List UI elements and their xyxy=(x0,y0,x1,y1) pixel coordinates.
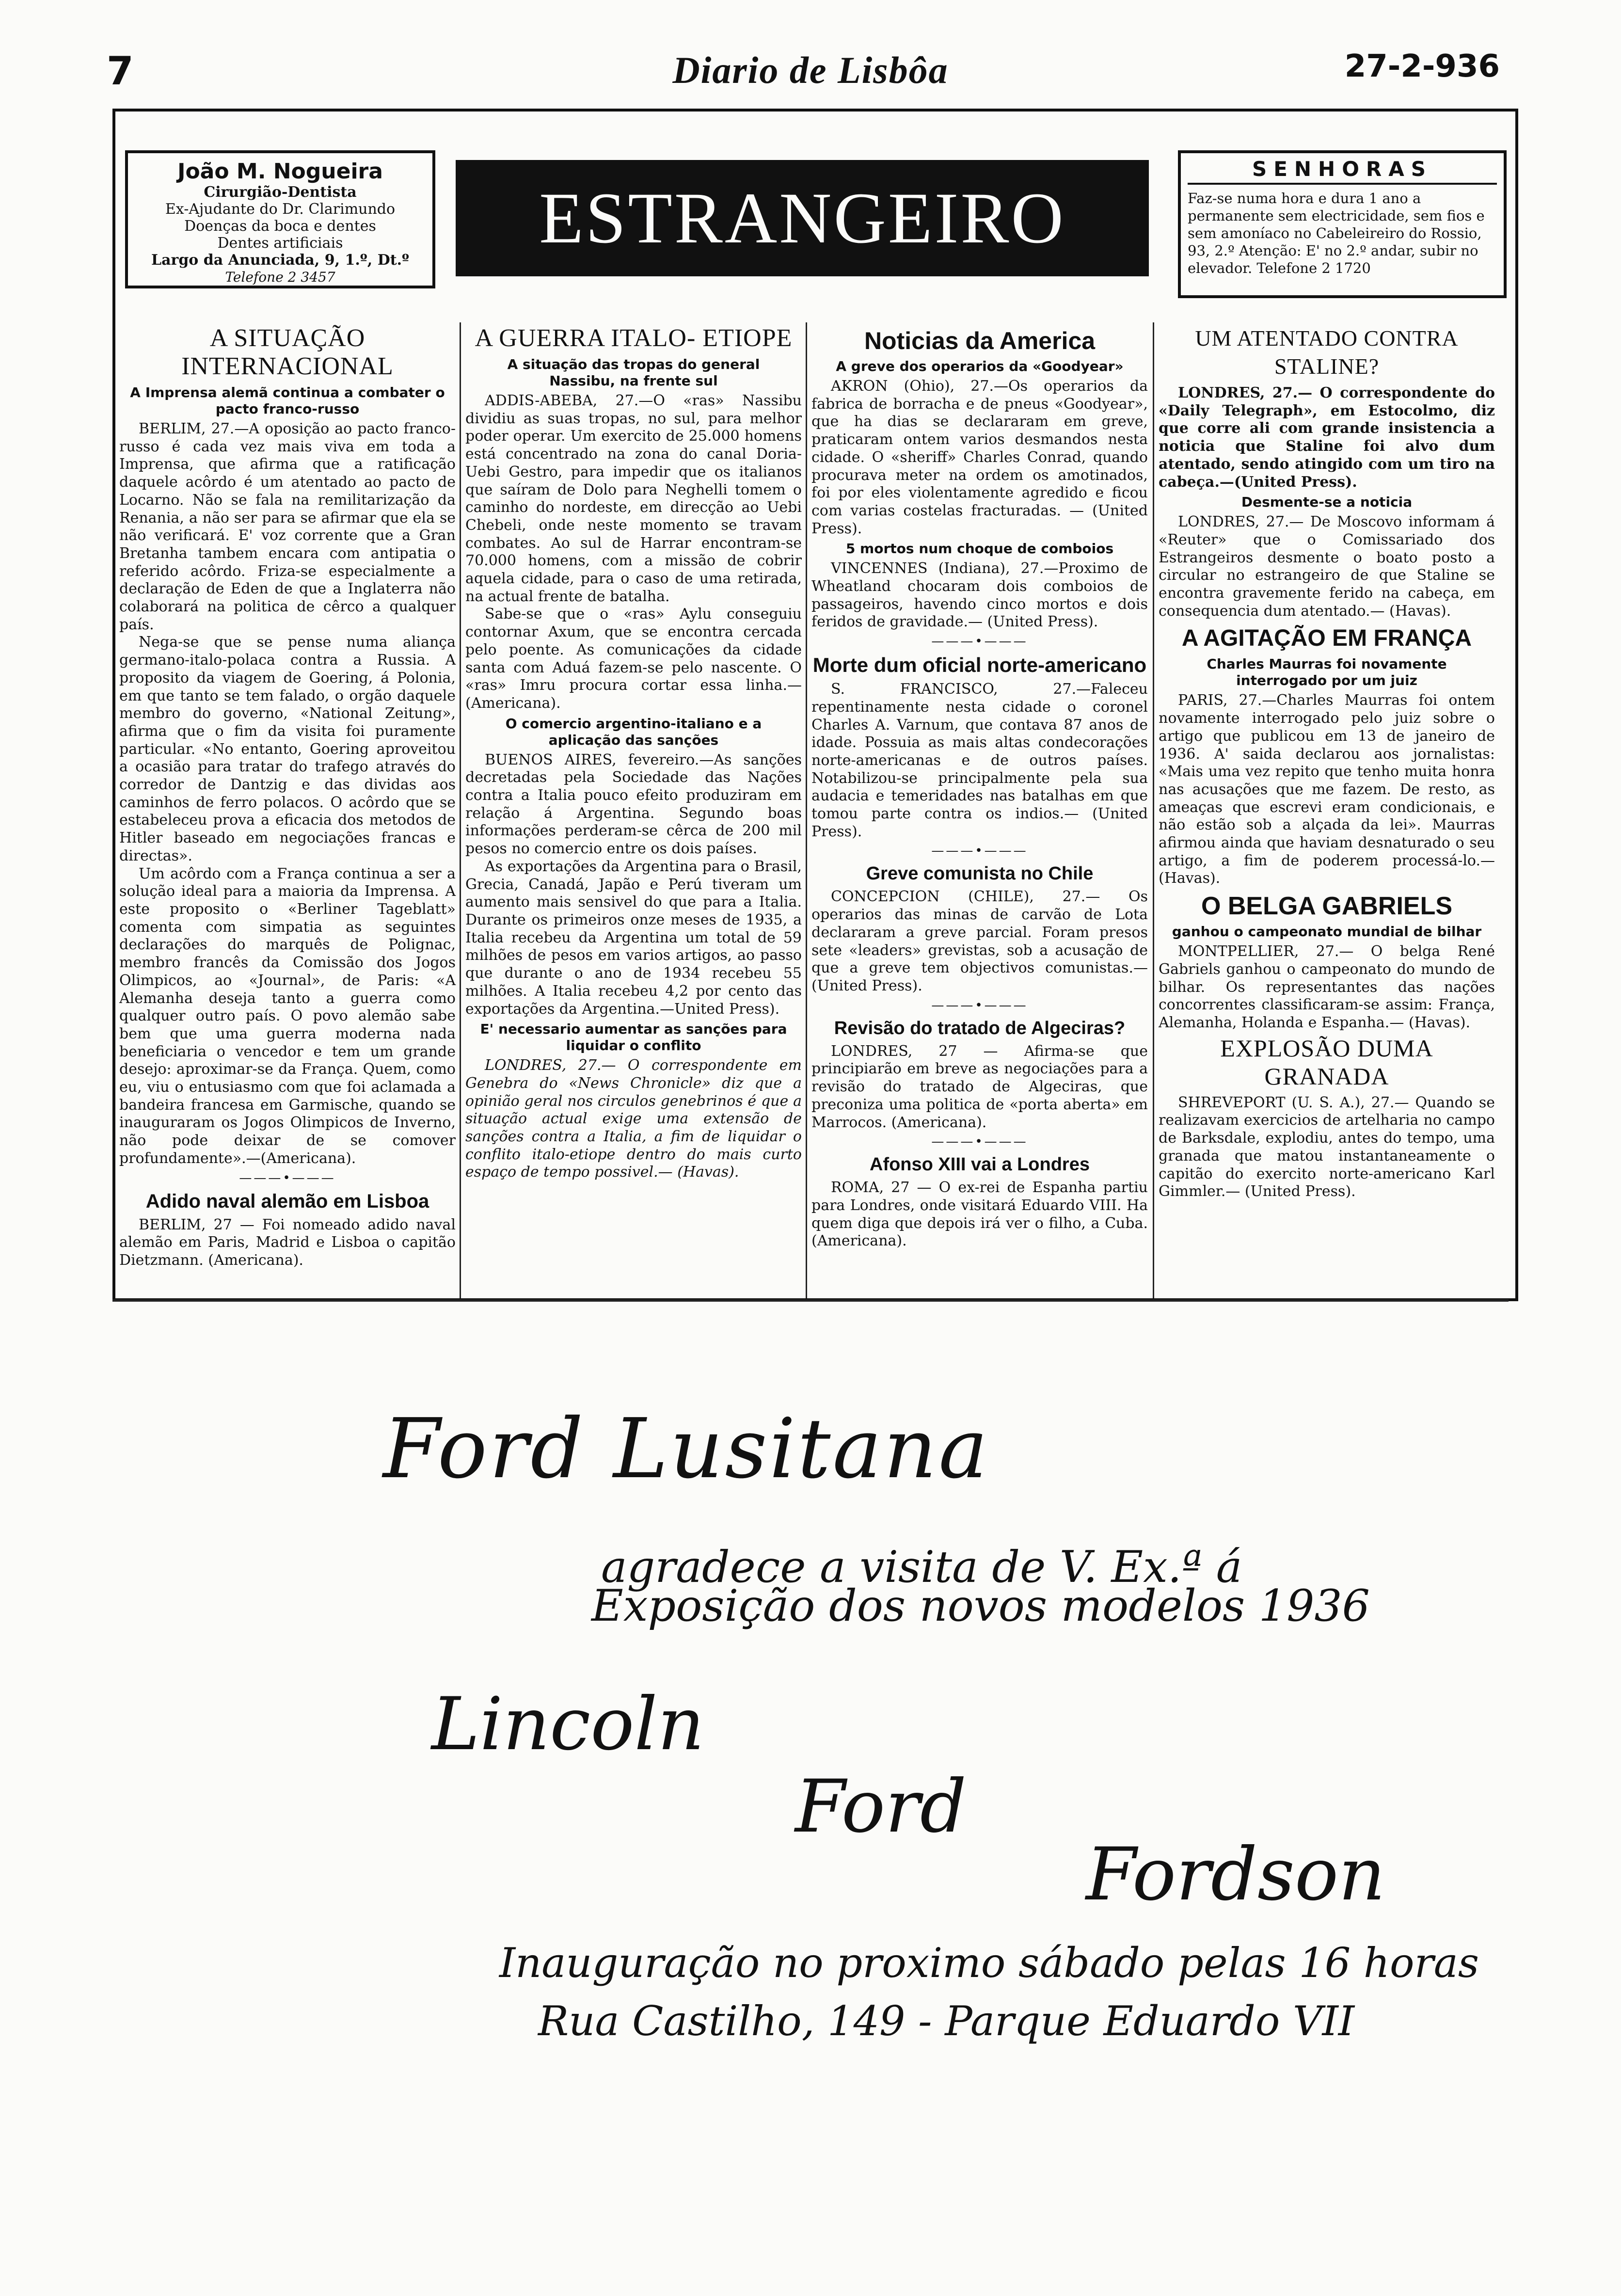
model-fordson: Fordson xyxy=(1086,1833,1385,1917)
article-headline: Noticias da America xyxy=(864,327,1096,354)
column-4 xyxy=(1159,322,1495,1201)
separator: ———•——— xyxy=(931,634,1028,649)
column-rule xyxy=(806,322,807,1298)
ford-inauguration: Inauguração no proximo sábado pelas 16 horas xyxy=(499,1939,1479,1987)
article-subheadline: E' necessario aumentar as sanções para liquidar o conflito xyxy=(480,1021,787,1054)
article-paragraph: CONCEPCION (CHILE), 27.— Os operarios das minas de carvão de Lota declararam a greve parcial. Foram presos sete «leaders» grevistas, sob a acusação de que a greve tem objectivos comunistas.—(United Press). xyxy=(811,888,1148,994)
hairdresser-ad xyxy=(1178,150,1507,298)
dentist-line: Cirurgião-Dentista xyxy=(204,184,357,201)
article-subheadline: Charles Maurras foi novamente interrogado por um juiz xyxy=(1207,656,1447,689)
article-subheadline: A Imprensa alemã continua a combater o pacto franco-russo xyxy=(130,384,445,417)
article-headline: O BELGA GABRIELS xyxy=(1201,892,1453,921)
article-subheadline: 5 mortos num choque de comboios xyxy=(845,541,1114,557)
dentist-phone: Telefone 2 3457 xyxy=(225,269,335,285)
column-1 xyxy=(119,322,456,1270)
article-paragraph: LONDRES, 27.— O correspondente do «Daily Telegraph», em Estocolmo, diz que corre ali com grande insistencia a noticia que Staline foi alvo dum atentado, sendo atingido com um tiro na cabeça.—(United Press). xyxy=(1159,384,1495,491)
article-paragraph: Um acôrdo com a França continua a ser a solução ideal para a maioria da Imprensa. A este proposito o «Berliner Tageblatt» comenta com simpatia as seguintes declarações do marquês de Polignac, membro francês da Comissão dos Jogos Olimpicos, ao «Journal», de Paris: «A Alemanha deseja tanto a guerra como qualquer outro país. O povo alemão sabe bem que uma guerra moderna nada beneficiaria o vencedor e tem um grande desejo: aproximar-se da França. Quem, como eu, viu o entusiasmo com que foi aclamada a bandeira francesa em Garmische, quando se inauguraram os Jogos Olimpicos de Inverno, não pode deixar de se comover profundamente».—(Americana). xyxy=(119,865,456,1167)
dentist-address: Largo da Anunciada, 9, 1.º, Dt.º xyxy=(151,252,410,269)
dentist-line: Doenças da boca e dentes xyxy=(184,218,376,235)
article-paragraph: SHREVEPORT (U. S. A.), 27.— Quando se realizavam exercicios de artelharia no campo de Barksdale, explodiu, antes do tempo, uma granada que matou instantaneamente o capitão do exercito norte-americano Karl Gimmler.— (United Press). xyxy=(1159,1094,1495,1200)
article-headline: Morte dum oficial norte-americano xyxy=(812,654,1147,677)
article-headline: Afonso XIII vai a Londres xyxy=(870,1154,1090,1175)
article-headline: EXPLOSÃO DUMA GRANADA xyxy=(1220,1034,1433,1090)
model-ford: Ford xyxy=(795,1765,967,1849)
ford-exhibition: Exposição dos novos modelos 1936 xyxy=(591,1580,1370,1631)
newspaper-title: Diario de Lisbôa xyxy=(672,49,949,91)
separator: ———•——— xyxy=(239,1170,336,1185)
article-headline: Adido naval alemão em Lisboa xyxy=(145,1190,429,1212)
model-lincoln: Lincoln xyxy=(431,1682,705,1767)
article-headline: Revisão do tratado de Algeciras? xyxy=(834,1018,1126,1038)
article-headline: A SITUAÇÃO INTERNACIONAL xyxy=(181,324,394,380)
article-headline: Greve comunista no Chile xyxy=(866,863,1094,884)
article-subheadline: A greve dos operarios da «Goodyear» xyxy=(836,358,1124,374)
bottom-rule xyxy=(112,1299,1509,1302)
dentist-name: João M. Nogueira xyxy=(177,159,383,184)
article-paragraph: AKRON (Ohio), 27.—Os operarios da fabrica de borracha e de pneus «Goodyear», que ha dias se declararam em greve, praticaram ontem varios desmandos nesta cidade. O «sheriff» Charles Conrad, quando procurava meter na ordem os amotinados, foi por eles violentamente agredido e ficou com varias costelas fracturadas. — (United Press). xyxy=(811,378,1148,537)
article-paragraph: ADDIS-ABEBA, 27.—O «ras» Nassibu dividiu as suas tropas, no sul, para melhor poder operar. Um exercito de 25.000 homens está concentrado na zona do canal Doria-Uebi Gestro, para impedir que os italianos que saíram de Dolo para Neghelli tomem o caminho do nordeste, em direcção ao Uebi Chebeli, onde neste momento se travam combates. Ao sul de Harrar encontram-se 70.000 homens, com a missão de cobrir aquela cidade, para o caso de uma retirada, na actual frente de batalha. xyxy=(465,392,802,605)
ford-brand: Ford Lusitana xyxy=(383,1401,990,1497)
article-headline: A GUERRA ITALO- ETIOPE xyxy=(475,324,793,352)
article-paragraph: LONDRES, 27 — Afirma-se que principiarão em breve as negociações para a revisão do tratado de Algeciras, que preconiza uma politica de «porta aberta» em Marrocos. (Americana). xyxy=(811,1042,1148,1131)
column-2 xyxy=(465,322,802,1181)
article-paragraph: BERLIM, 27.—A oposição ao pacto franco-russo é cada vez mais viva em toda a Imprensa, que afirma que a ratificação daquele acôrdo é um atentado ao pacto de Locarno. Não se fala na remilitarização da Renania, a não ser para se afirmar que ela se não verificará. E' voz corrente que a Gran Bretanha tambem encara com antipatia o referido acôrdo. Friza-se especialmente a declaração de Eden de que a Inglaterra não colaborará na politica de cêrco a qualquer país. xyxy=(119,420,456,633)
article-paragraph: PARIS, 27.—Charles Maurras foi ontem novamente interrogado pelo juiz sobre o artigo que publicou em 13 de janeiro de 1936. A' saida declarou aos jornalistas: «Mais uma vez repito que tenho muita honra nas acusações que me fazem. De resto, as ameaças que escrevi eram condicionais, e não estão sob a alçada da lei». Maurras afirmou ainda que haviam desnaturado o seu artigo, a fim de poderem processá-lo.— (Havas). xyxy=(1159,692,1495,887)
dentist-line: Ex-Ajudante do Dr. Clarimundo xyxy=(165,201,396,218)
article-paragraph: Sabe-se que o «ras» Aylu conseguiu contornar Axum, que se encontra cercada pelo poente. As comunicações da cidade santa com Aduá fazem-se pelo nascente. O «ras» Imru procura cortar essa linha.—(Americana). xyxy=(465,606,802,712)
section-banner: ESTRANGEIRO xyxy=(456,160,1149,276)
article-subheadline: A situação das tropas do general Nassibu, na frente sul xyxy=(507,356,760,389)
column-rule xyxy=(1153,322,1154,1298)
issue-date: 27-2-936 xyxy=(1344,48,1500,84)
separator: ———•——— xyxy=(931,998,1028,1013)
article-headline: A AGITAÇÃO EM FRANÇA xyxy=(1181,625,1472,652)
article-headline: UM ATENTADO CONTRA STALINE? xyxy=(1195,326,1459,379)
article-paragraph: ROMA, 27 — O ex-rei de Espanha partiu para Londres, onde visitará Eduardo VIII. Ha quem diga que depois irá ver o filho, a Cuba. (Americana). xyxy=(811,1179,1148,1250)
dentist-line: Dentes artificiais xyxy=(217,235,343,252)
article-paragraph: VINCENNES (Indiana), 27.—Proximo de Wheatland chocaram dois comboios de passageiros, havendo cinco mortos e dois feridos de gravidade.— (United Press). xyxy=(811,560,1148,631)
article-paragraph: BERLIM, 27 — Foi nomeado adido naval alemão em Paris, Madrid e Lisboa o capitão Dietzmann. (Americana). xyxy=(119,1216,456,1269)
article-paragraph: MONTPELLIER, 27.— O belga René Gabriels ganhou o campeonato do mundo de bilhar. Os representantes das nações concorrentes classificaram-se assim: França, Alemanha, Holanda e Espanha.— (Havas). xyxy=(1159,943,1495,1031)
hairdresser-title: SENHORAS xyxy=(1188,157,1497,185)
page-number: 7 xyxy=(107,48,134,94)
separator: ———•——— xyxy=(931,1134,1028,1149)
article-paragraph: LONDRES, 27.— De Moscovo informam á «Reuter» que o Comissariado dos Estrangeiros desmente o boato posto a circular no estrangeiro de que Staline se encontra gravemente ferido na cabeça, em consequencia dum atentado.— (Havas). xyxy=(1159,513,1495,620)
article-subheadline: Desmente-se a noticia xyxy=(1241,494,1413,510)
article-paragraph: Nega-se que se pense numa aliança germano-italo-polaca contra a Russia. A proposito da viagem de Goering, á Polonia, em que tanto se tem falado, o orgão daquele membro do governo, «National Zeitung», afirma que o fim da visita foi puramente particular. «No entanto, Goering aproveitou a ocasião para tratar do trafego através do corredor de Dantzig e das dividas aos caminhos de ferro polacos. O acôrdo que se estabeleceu prova a eficacia dos metodos de Hitler baseado em negociações francas e directas». xyxy=(119,634,456,864)
ford-thanks: agradece a visita de V. Ex.ª á xyxy=(601,1542,1242,1593)
column-3 xyxy=(811,322,1148,1250)
ford-address: Rua Castilho, 149 - Parque Eduardo VII xyxy=(538,1997,1355,2045)
article-paragraph: S. FRANCISCO, 27.—Faleceu repentinamente nesta cidade o coronel Charles A. Varnum, que contava 87 anos de idade. Possuia as mais altas condecorações norte-americanas e de outros países. Notabilizou-se principalmente pela sua audacia e temeridades nas batalhas em que tomou parte contra os indios.— (United Press). xyxy=(811,681,1148,840)
separator: ———•——— xyxy=(931,844,1028,859)
column-rule xyxy=(460,322,461,1298)
article-subheadline: O comercio argentino-italiano e a aplicação das sanções xyxy=(505,715,762,748)
article-paragraph: BUENOS AIRES, fevereiro.—As sanções decretadas pela Sociedade das Nações contra a Italia pouco efeito produziram em relação á Argentina. Segundo boas informações perderam-se cêrca de 200 mil pesos no comercio entre os dois países. xyxy=(465,751,802,858)
dentist-ad xyxy=(125,150,435,288)
article-paragraph: LONDRES, 27.— O correspondente em Genebra do «News Chronicle» diz que a opinião geral nos circulos genebrinos é que a situação actual exige uma extensão de sanções contra a Italia, a fim de liquidar o conflito italo-etiope dentro do mais curto espaço de tempo possivel.— (Havas). xyxy=(465,1057,802,1181)
article-paragraph: As exportações da Argentina para o Brasil, Grecia, Canadá, Japão e Perú tiveram um aumento mais sensivel do que para a Italia. Durante os primeiros onze meses de 1935, a Italia recebeu da Argentina um total de 59 milhões de pesos em varios artigos, ao passo que durante o ano de 1934 recebeu 55 milhões. A Italia recebeu 4,2 por cento das exportações da Argentina.—United Press). xyxy=(465,858,802,1018)
hairdresser-text: Faz-se numa hora e dura 1 ano a permanente sem electricidade, sem fios e sem amoníaco no Cabeleireiro do Rossio, 93, 2.º Atenção: E' no 2.º andar, subir no elevador. Telefone 2 1720 xyxy=(1188,190,1485,276)
article-subheadline: ganhou o campeonato mundial de bilhar xyxy=(1172,924,1482,940)
